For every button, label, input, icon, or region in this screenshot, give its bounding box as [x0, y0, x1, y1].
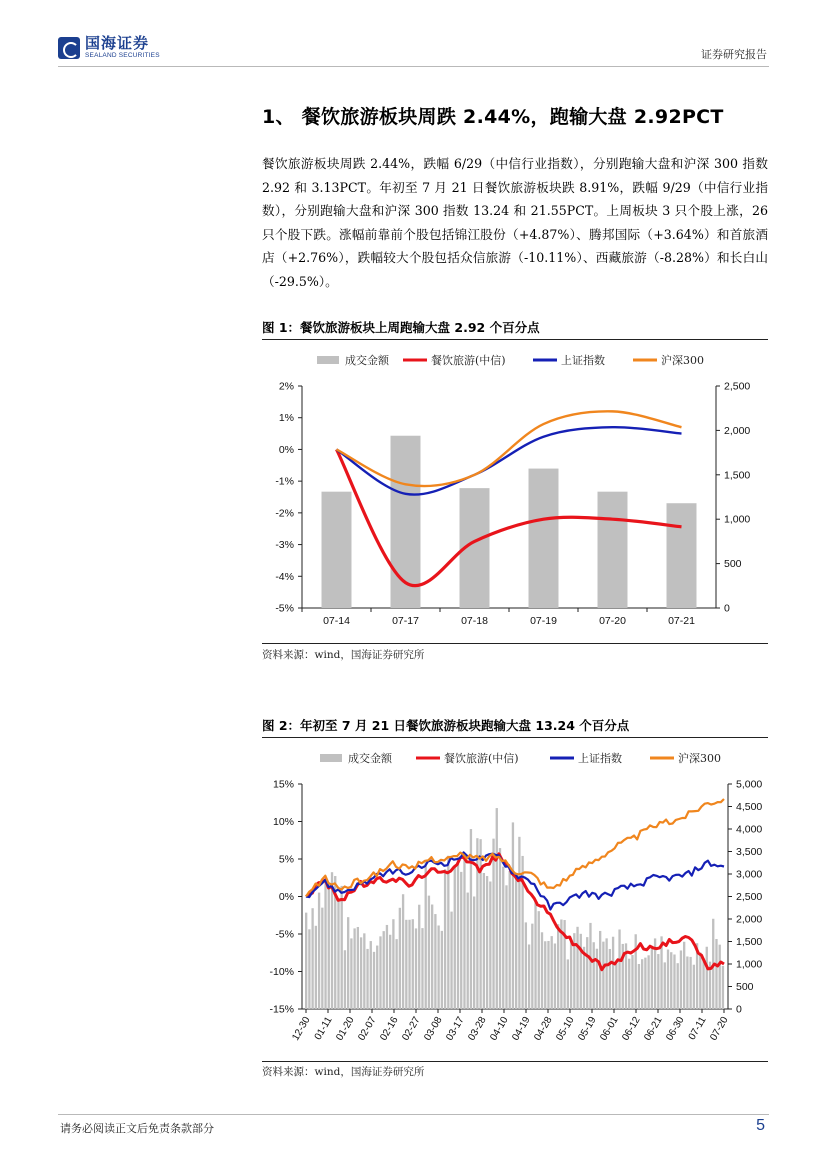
- volume-bar: [412, 919, 414, 1009]
- bar-07-20: [598, 492, 628, 608]
- volume-bar: [615, 963, 617, 1009]
- x-tick-label: 05-10: [554, 1015, 577, 1043]
- volume-bar: [706, 947, 708, 1009]
- legend-label-2: 上证指数: [561, 354, 605, 367]
- right-tick-label: 2,500: [724, 380, 751, 393]
- right-tick-label: 1,000: [724, 513, 751, 526]
- volume-bar: [370, 941, 372, 1009]
- volume-bar: [331, 872, 333, 1009]
- volume-bar: [305, 913, 307, 1009]
- volume-bar: [353, 928, 355, 1009]
- logo-en-text: SEALAND SECURITIES: [85, 52, 160, 59]
- volume-bar: [376, 946, 378, 1009]
- volume-bar: [702, 958, 704, 1009]
- volume-bar: [593, 942, 595, 1009]
- figure2-bars: [305, 808, 724, 1009]
- report-type: 证券研究报告: [701, 48, 767, 61]
- x-tick-label: 01-20: [334, 1015, 357, 1043]
- x-tick-label: 02-27: [400, 1015, 423, 1043]
- right-tick-label: 2,000: [736, 913, 763, 926]
- volume-bar: [347, 917, 349, 1009]
- volume-bar: [509, 871, 511, 1009]
- x-tick-label: 04-19: [510, 1015, 533, 1043]
- volume-bar: [457, 864, 459, 1009]
- x-tick-label: 06-21: [642, 1015, 665, 1043]
- figure1-rule: [262, 339, 768, 340]
- volume-bar: [722, 966, 724, 1009]
- volume-bar: [460, 872, 462, 1009]
- volume-bar: [324, 881, 326, 1009]
- volume-bar: [392, 919, 394, 1009]
- volume-bar: [612, 937, 614, 1009]
- legend-swatch-0: [317, 356, 339, 364]
- volume-bar: [631, 955, 633, 1009]
- volume-bar: [551, 936, 553, 1009]
- volume-bar: [486, 876, 488, 1009]
- bar-07-19: [529, 469, 559, 608]
- right-tick-label: 0: [724, 602, 730, 615]
- left-tick-label: 5%: [278, 853, 294, 866]
- volume-bar: [512, 822, 514, 1009]
- left-tick-label: -10%: [269, 966, 294, 978]
- right-tick-label: 4,000: [736, 823, 763, 836]
- volume-bar: [489, 882, 491, 1009]
- volume-bar: [366, 949, 368, 1009]
- volume-bar: [444, 869, 446, 1009]
- x-tick-label: 07-21: [668, 615, 695, 627]
- figure2-title: 图 2：年初至 7 月 21 日餐饮旅游板块跑输大盘 13.24 个百分点: [262, 718, 630, 733]
- volume-bar: [635, 934, 637, 1009]
- volume-bar: [583, 947, 585, 1009]
- section-title: 1、 餐饮旅游板块周跌 2.44%，跑输大盘 2.92PCT: [262, 106, 724, 128]
- x-tick-label: 07-17: [392, 615, 419, 627]
- x-tick-label: 06-30: [664, 1015, 687, 1043]
- volume-bar: [431, 905, 433, 1009]
- volume-bar: [667, 950, 669, 1009]
- left-tick-label: -5%: [275, 602, 294, 615]
- header-divider: [58, 66, 769, 67]
- figure2-bottom-rule: [262, 1061, 768, 1062]
- x-tick-label: 06-01: [598, 1015, 621, 1043]
- right-tick-label: 5,000: [736, 778, 763, 791]
- volume-bar: [699, 953, 701, 1009]
- volume-bar: [337, 900, 339, 1009]
- left-tick-label: -4%: [275, 570, 294, 583]
- figure1-legend: [317, 353, 704, 367]
- volume-bar: [386, 925, 388, 1009]
- x-tick-label: 02-07: [356, 1015, 379, 1043]
- volume-bar: [492, 839, 494, 1009]
- volume-bar: [589, 923, 591, 1009]
- volume-bar: [328, 887, 330, 1009]
- right-tick-label: 0: [736, 1003, 742, 1016]
- volume-bar: [402, 894, 404, 1009]
- volume-bar: [350, 938, 352, 1009]
- x-tick-label: 03-08: [422, 1015, 445, 1043]
- volume-bar: [528, 944, 530, 1009]
- series-line-1: [337, 449, 682, 585]
- volume-bar: [580, 934, 582, 1009]
- volume-bar: [344, 950, 346, 1009]
- volume-bar: [689, 957, 691, 1009]
- volume-bar: [576, 927, 578, 1009]
- x-tick-label: 03-28: [466, 1015, 489, 1043]
- volume-bar: [395, 939, 397, 1009]
- x-tick-label: 05-19: [576, 1015, 599, 1043]
- left-tick-label: -1%: [275, 475, 294, 488]
- x-tick-label: 07-18: [461, 615, 488, 627]
- x-tick-label: 07-19: [530, 615, 557, 627]
- volume-bar: [311, 908, 313, 1009]
- volume-bar: [664, 962, 666, 1009]
- volume-bar: [541, 932, 543, 1009]
- left-tick-label: 2%: [278, 380, 294, 393]
- figure1-lines: [337, 411, 682, 585]
- footer-disclaimer: 请务必阅读正文后免责条款部分: [60, 1122, 214, 1135]
- volume-bar: [360, 937, 362, 1009]
- volume-bar: [447, 856, 449, 1009]
- volume-bar: [544, 941, 546, 1009]
- left-tick-label: 1%: [278, 412, 294, 425]
- left-tick-label: 0%: [278, 891, 294, 903]
- volume-bar: [379, 936, 381, 1009]
- x-tick-label: 02-16: [378, 1015, 401, 1043]
- volume-bar: [547, 941, 549, 1009]
- volume-bar: [638, 964, 640, 1009]
- right-tick-label: 500: [736, 981, 754, 993]
- volume-bar: [357, 927, 359, 1009]
- volume-bar: [437, 925, 439, 1009]
- right-tick-label: 1,500: [736, 936, 763, 948]
- volume-bar: [496, 808, 498, 1009]
- left-tick-label: -15%: [269, 1003, 294, 1016]
- volume-bar: [315, 926, 317, 1009]
- volume-bar: [719, 945, 721, 1009]
- volume-bar: [531, 924, 533, 1009]
- left-tick-label: -2%: [275, 507, 294, 520]
- figure2-chart: [262, 740, 768, 1058]
- volume-bar: [505, 885, 507, 1009]
- volume-bar: [518, 837, 520, 1009]
- left-tick-label: 0%: [278, 443, 294, 456]
- bar-07-14: [322, 492, 352, 608]
- figure1-bottom-rule: [262, 643, 768, 644]
- volume-bar: [421, 928, 423, 1009]
- figure2-rule: [262, 737, 768, 738]
- figure1-source: 资料来源：wind，国海证券研究所: [262, 649, 425, 661]
- legend-label-2: 上证指数: [578, 752, 622, 765]
- legend-label-3: 沪深300: [678, 752, 721, 765]
- volume-bar: [399, 908, 401, 1009]
- volume-bar: [479, 839, 481, 1009]
- volume-bar: [686, 956, 688, 1009]
- volume-bar: [434, 914, 436, 1009]
- volume-bar: [538, 911, 540, 1009]
- left-tick-label: -5%: [275, 928, 294, 941]
- paragraph-text: 餐饮旅游板块周跌 2.44%，跌幅 6/29（中信行业指数），分别跑输大盘和沪深 300 指数 2.92 和 3.13PCT。年初至 7 月 21 日餐饮旅游板块跌 8.91%，跌幅 9/29（中信行业指数），分别跑输大盘和沪深 300 指数 13.24 和 21.55PCT。上周板块 3 只个股上涨，26 只个股下跌。涨幅前靠前个股包括锦江股份（+4.87%）、腾邦国际（+3.64%）和首旅酒店（+2.76%），跌幅较大个股包括众信旅游（-10.11%）、西藏旅游（-8.28%）和长白山（-29.5%）。: [262, 156, 768, 289]
- right-tick-label: 3,000: [736, 868, 763, 881]
- volume-bar: [605, 938, 607, 1009]
- volume-bar: [415, 928, 417, 1009]
- volume-bar: [677, 963, 679, 1009]
- right-tick-label: 2,000: [724, 424, 751, 437]
- volume-bar: [450, 912, 452, 1009]
- legend-label-0: 成交金额: [345, 354, 389, 367]
- footer-divider: [58, 1114, 769, 1115]
- volume-bar: [389, 935, 391, 1009]
- legend-label-0: 成交金额: [348, 752, 392, 765]
- series-line-2: [337, 427, 682, 494]
- x-tick-label: 03-17: [444, 1015, 467, 1043]
- volume-bar: [525, 922, 527, 1009]
- series-line-3: [337, 411, 682, 486]
- volume-bar: [609, 949, 611, 1009]
- volume-bar: [418, 905, 420, 1009]
- volume-bar: [554, 943, 556, 1009]
- volume-bar: [321, 908, 323, 1009]
- logo: [58, 36, 160, 60]
- right-tick-label: 3,500: [736, 846, 763, 858]
- volume-bar: [596, 949, 598, 1009]
- volume-bar: [673, 954, 675, 1009]
- volume-bar: [425, 861, 427, 1009]
- volume-bar: [467, 893, 469, 1009]
- figure1-chart: [262, 342, 768, 638]
- right-tick-label: 2,500: [736, 891, 763, 903]
- x-tick-label: 06-12: [620, 1015, 643, 1043]
- volume-bar: [341, 886, 343, 1009]
- volume-bar: [483, 873, 485, 1009]
- volume-bar: [586, 937, 588, 1009]
- right-tick-label: 1,000: [736, 958, 763, 971]
- volume-bar: [318, 893, 320, 1009]
- left-tick-label: -3%: [275, 539, 294, 552]
- right-tick-label: 1,500: [724, 469, 751, 482]
- volume-bar: [473, 896, 475, 1009]
- legend-label-1: 餐饮旅游(中信): [431, 354, 506, 367]
- volume-bar: [405, 920, 407, 1009]
- volume-bar: [680, 950, 682, 1009]
- x-tick-label: 07-11: [686, 1015, 709, 1043]
- figure2-legend: [320, 751, 721, 765]
- volume-bar: [618, 929, 620, 1009]
- right-tick-label: 500: [724, 558, 742, 571]
- volume-bar: [651, 946, 653, 1009]
- volume-bar: [308, 929, 310, 1009]
- volume-bar: [647, 955, 649, 1009]
- volume-bar: [373, 952, 375, 1009]
- x-tick-label: 07-20: [708, 1015, 731, 1043]
- volume-bar: [641, 959, 643, 1009]
- logo-icon: [58, 37, 80, 59]
- volume-bar: [670, 952, 672, 1009]
- x-tick-label: 04-10: [488, 1015, 511, 1043]
- figure2-source: 资料来源：wind，国海证券研究所: [262, 1066, 425, 1078]
- volume-bar: [602, 942, 604, 1009]
- volume-bar: [428, 896, 430, 1009]
- figure1-title: 图 1：餐饮旅游板块上周跑输大盘 2.92 个百分点: [262, 320, 540, 335]
- page-number: 5: [756, 1117, 765, 1134]
- volume-bar: [499, 848, 501, 1009]
- volume-bar: [441, 931, 443, 1009]
- volume-bar: [657, 954, 659, 1009]
- volume-bar: [557, 924, 559, 1009]
- x-tick-label: 12-30: [290, 1015, 313, 1043]
- volume-bar: [463, 859, 465, 1009]
- volume-bar: [502, 867, 504, 1009]
- volume-bar: [644, 958, 646, 1009]
- volume-bar: [363, 933, 365, 1009]
- volume-bar: [683, 942, 685, 1009]
- volume-bar: [534, 901, 536, 1009]
- volume-bar: [628, 959, 630, 1009]
- logo-cn-text: 国海证券: [85, 34, 150, 52]
- x-tick-label: 04-28: [532, 1015, 555, 1043]
- volume-bar: [715, 939, 717, 1009]
- x-tick-label: 01-11: [312, 1015, 335, 1043]
- x-tick-label: 07-14: [323, 615, 350, 627]
- volume-bar: [567, 959, 569, 1009]
- legend-label-1: 餐饮旅游(中信): [444, 752, 519, 765]
- left-tick-label: 10%: [272, 816, 294, 828]
- legend-label-3: 沪深300: [661, 354, 704, 367]
- volume-bar: [570, 941, 572, 1009]
- volume-bar: [383, 931, 385, 1009]
- volume-bar: [515, 877, 517, 1009]
- volume-bar: [454, 868, 456, 1009]
- section-paragraph: [262, 152, 768, 294]
- volume-bar: [693, 965, 695, 1009]
- x-tick-label: 07-20: [599, 615, 626, 627]
- volume-bar: [408, 920, 410, 1009]
- legend-swatch-0: [320, 754, 342, 762]
- bar-07-21: [667, 503, 697, 608]
- left-tick-label: 15%: [272, 778, 294, 791]
- right-tick-label: 4,500: [736, 801, 763, 813]
